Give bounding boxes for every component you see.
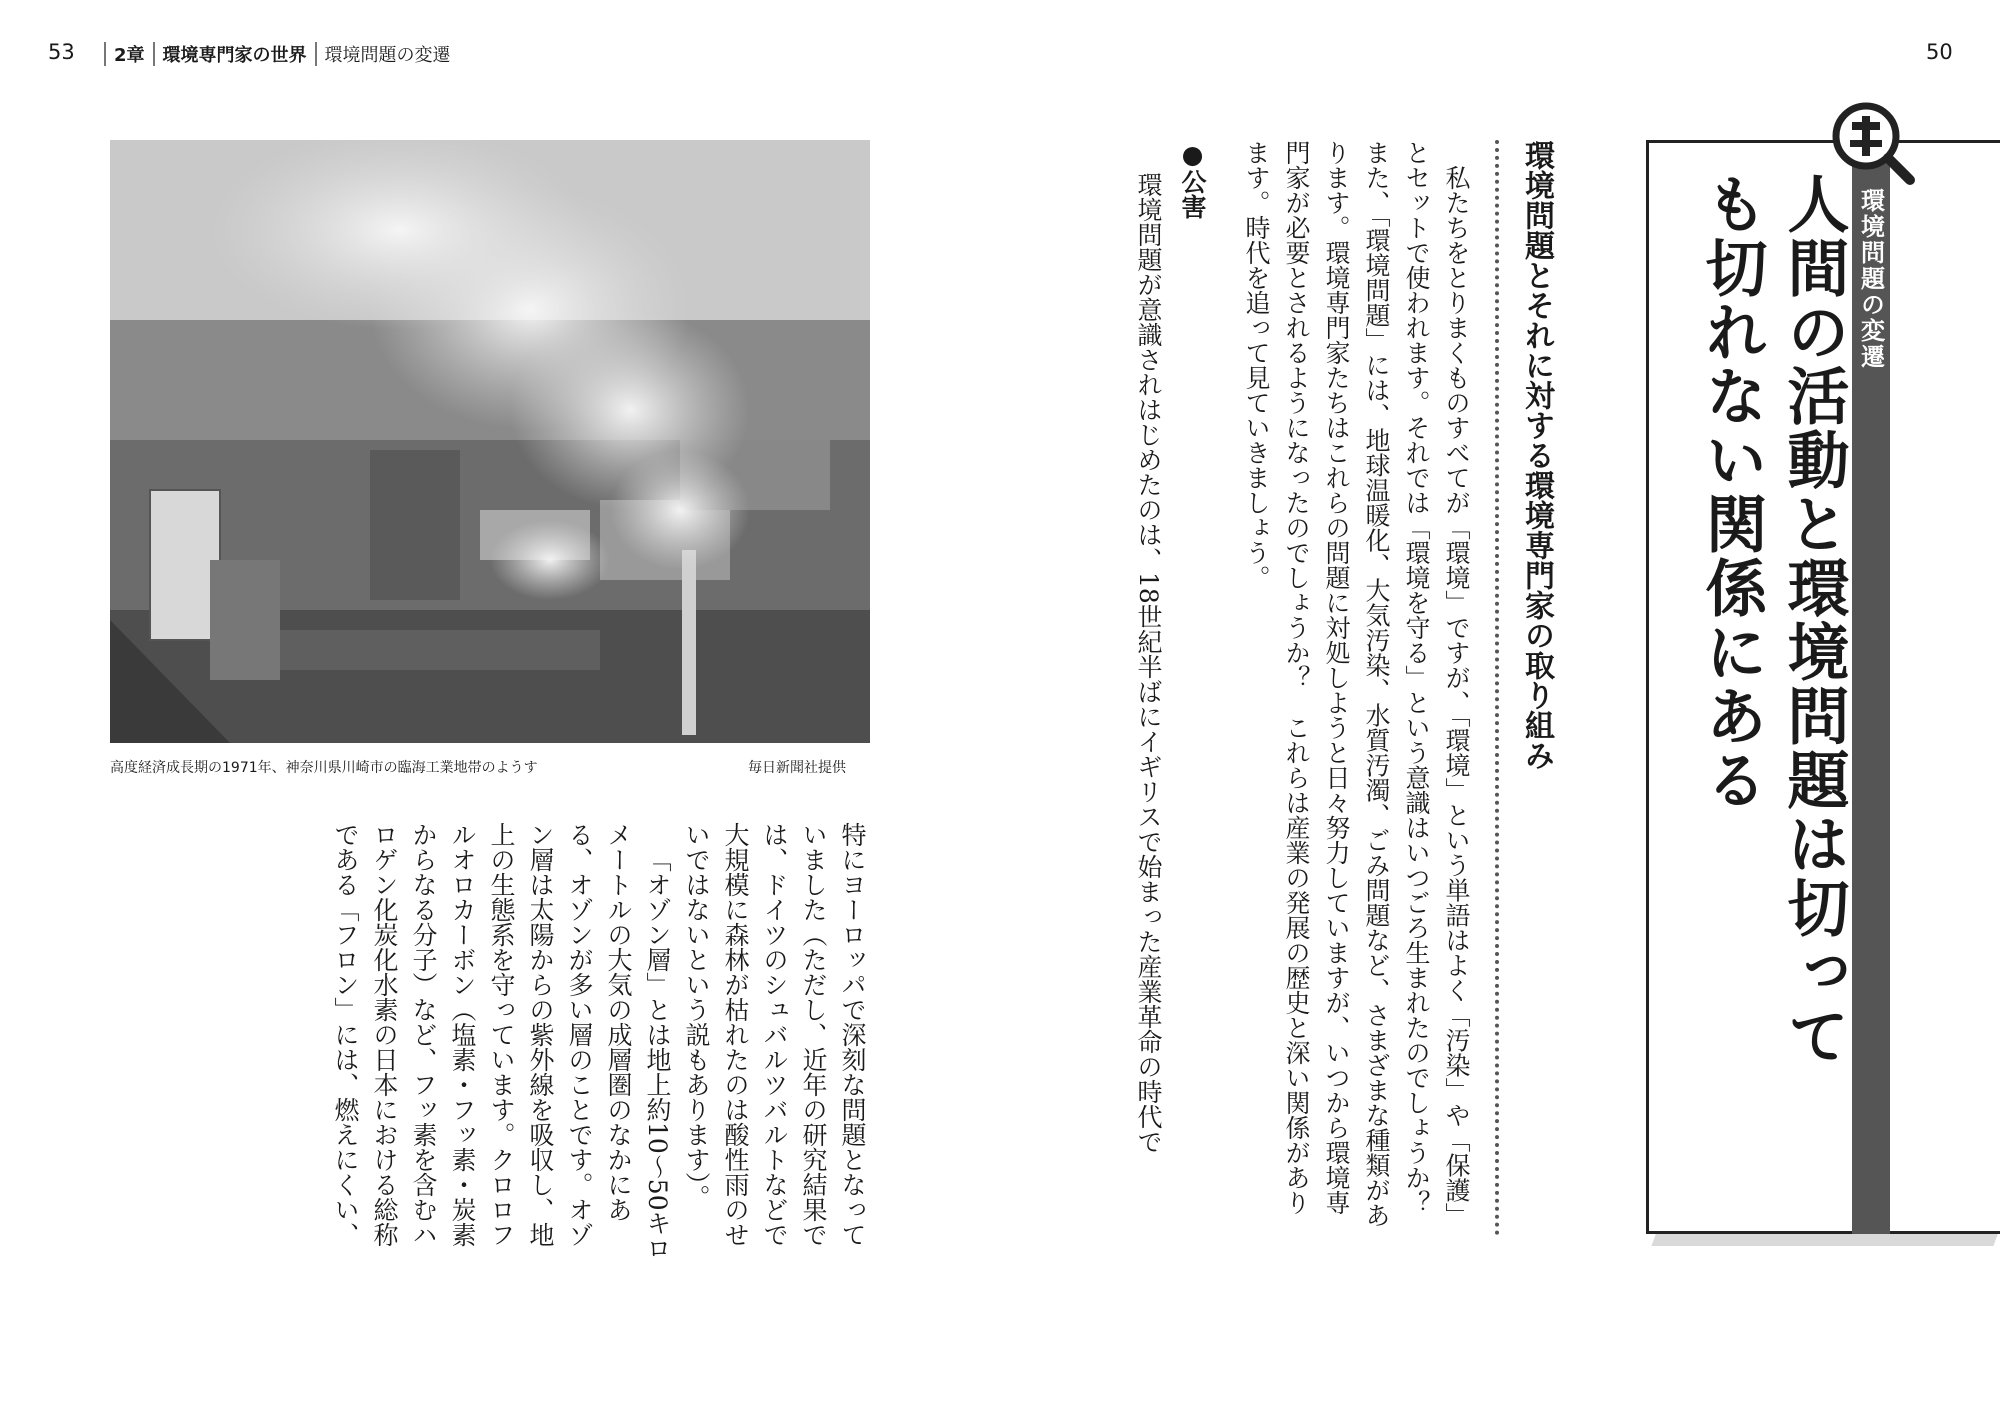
running-header <box>104 40 451 68</box>
left-body-text <box>108 822 872 1262</box>
category-band <box>1852 140 1890 1234</box>
page-title: 人間の活動と環境問題は切っても切れない関係にある <box>1695 172 1850 1068</box>
body-paragraph: 特にヨーロッパで深刻な問題となっていました（ただし、近年の研究結果では、ドイツのシュバルツバルトなどで大規模に森林が枯れたのは酸性雨のせいではないという説もあります）。 <box>682 822 867 1247</box>
photo-caption: 高度経済成長期の1971年、神奈川県川崎市の臨海工業地帯のようす <box>110 760 538 776</box>
category-label: 環境問題の変遷 <box>1856 188 1885 370</box>
header-section: 環境問題の変遷 <box>324 45 451 66</box>
subheading-body-text: 環境問題が意識されはじめたのは、18世紀半ばにイギリスで始まった産業革命の時代で <box>1134 172 1163 1154</box>
intro-paragraph: 私たちをとりまくものすべてが「環境」ですが、「環境」という単語はよく「汚染」や「保護」とセットで使われます。それでは「環境を守る」という意識はいつごろ生まれたのでしょうか？ また、「環境問題」には、地球温暖化、大気汚染、水質汚濁、ごみ問題など、さまざまな種類があります。環境専門家たちはこれらの問題に対処しようと日々努力していますが、いつから環境専門家が必要とされるようになったのでしょうか？ これらは産業の発展の歴史と深い関係があります。時代を追って見ていきましょう。 <box>1242 140 1471 1240</box>
header-divider <box>153 42 155 66</box>
section-heading: 環境問題とそれに対する環境専門家の取り組み <box>1519 140 1554 770</box>
dotted-divider <box>1495 140 1499 1236</box>
header-chapter: 2章 <box>114 45 145 66</box>
intro-text <box>1214 140 1476 1240</box>
header-divider <box>315 42 317 66</box>
left-page-number: 53 <box>48 40 75 64</box>
body-paragraph: 「オゾン層」とは地上約10〜50キロメートルの大気の成層圏のなかにある、オゾンが多い層のことです。オゾン層は太陽からの紫外線を吸収し、地上の生態系を守っています。クロロフルオロカーボン（塩素・フッ素・炭素からなる分子）など、フッ素を含むハロゲン化炭化水素の日本における総称である「フロン」には、燃えにくい、 <box>331 822 672 1261</box>
photo-credit: 毎日新聞社提供 <box>748 760 846 776</box>
subheading: ●公害 <box>1178 140 1207 219</box>
header-chapter-title: 環境専門家の世界 <box>162 45 307 66</box>
magnifier-icon <box>1826 96 1916 186</box>
right-page-number: 50 <box>1926 40 1953 64</box>
header-divider <box>104 42 106 66</box>
factory-illustration <box>110 140 870 743</box>
industrial-area-photo <box>110 140 870 743</box>
